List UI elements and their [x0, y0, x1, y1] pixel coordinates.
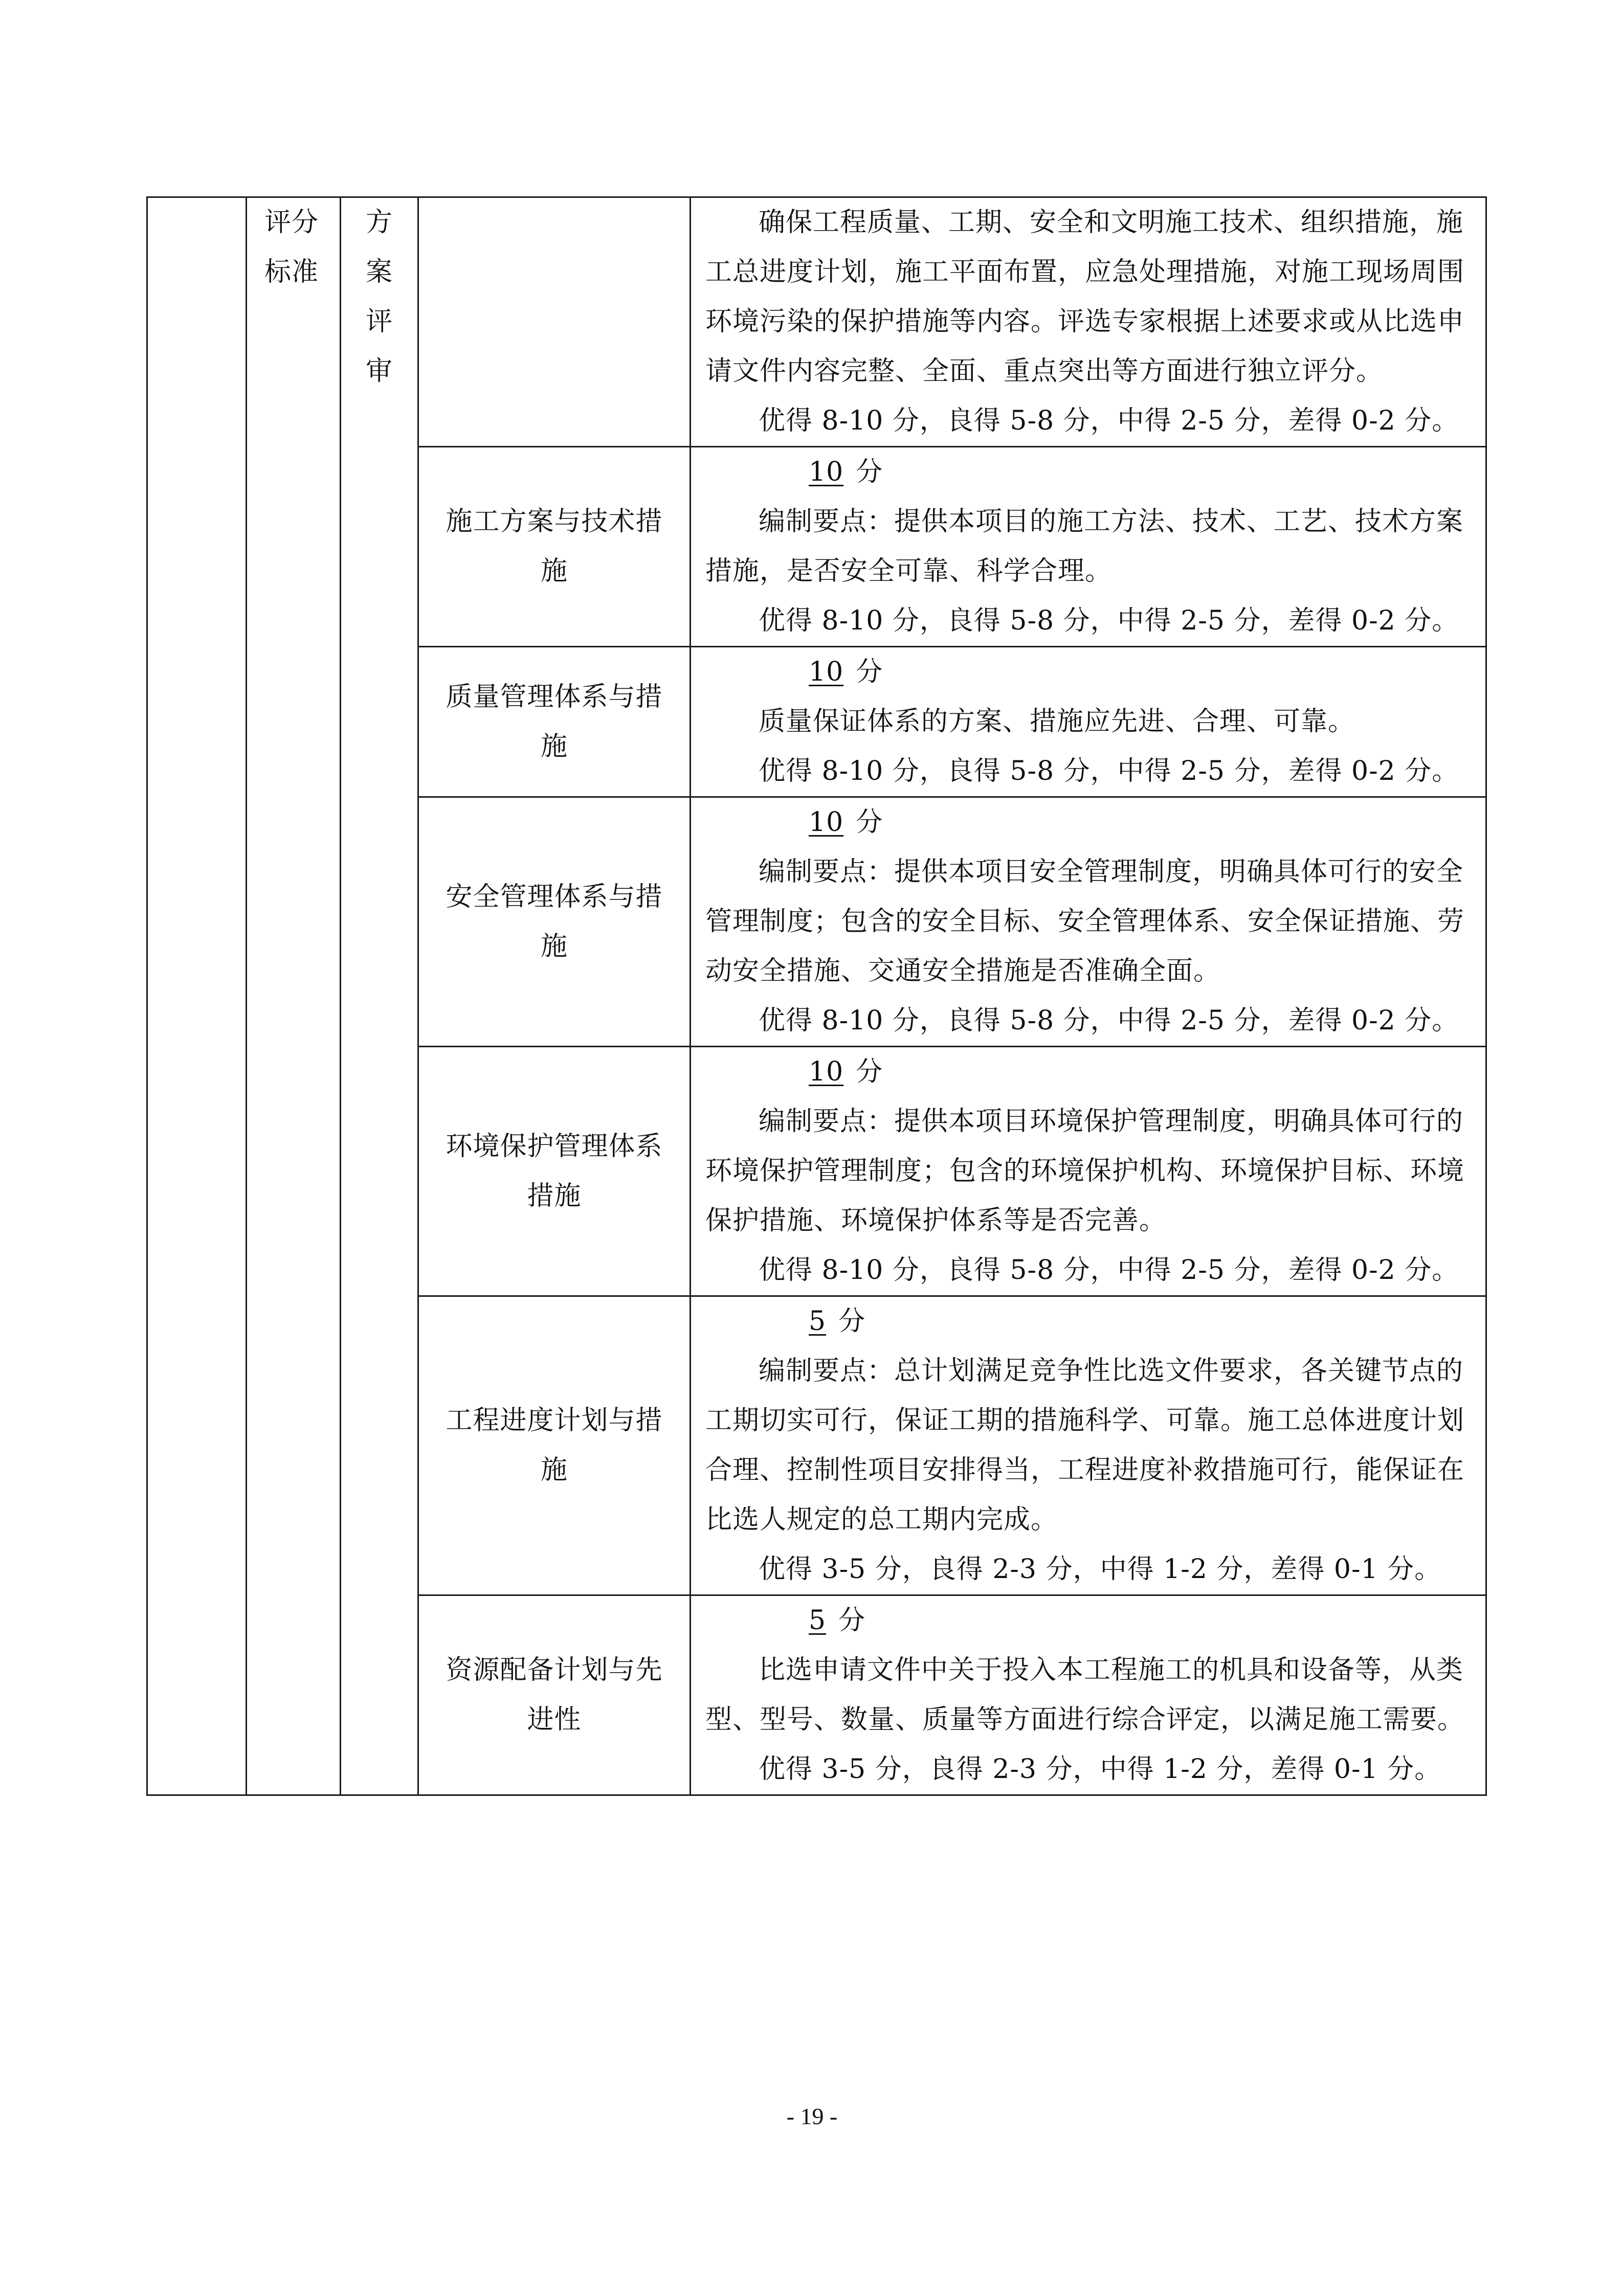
item-description: 编制要点：总计划满足竞争性比选文件要求，各关键节点的工期切实可行，保证工期的措施科学、可靠。施工总体进度计划合理、控制性项目安排得当，工程进度补救措施可行，能保证在比选人规定的总工期内完成。 [705, 1356, 1465, 1535]
item-score-grades: 优得 3-5 分，良得 2-3 分，中得 1-2 分，差得 0-1 分。 [759, 1754, 1442, 1785]
item-score-grades: 优得 8-10 分，良得 5-8 分，中得 2-5 分，差得 0-2 分。 [759, 406, 1459, 436]
item-description: 确保工程质量、工期、安全和文明施工技术、组织措施，施工总进度计划，施工平面布置，应急处理措施，对施工现场周围环境污染的保护措施等内容。评选专家根据上述要求或从比选申请文件内容完整、全面、重点突出等方面进行独立评分。 [705, 207, 1465, 387]
item-name-cell: 安全管理体系与措施 [418, 797, 691, 1047]
item-name-cell: 施工方案与技术措施 [418, 447, 691, 647]
item-score-grades: 优得 8-10 分，良得 5-8 分，中得 2-5 分，差得 0-2 分。 [759, 1255, 1459, 1286]
item-name-cell: 工程进度计划与措施 [418, 1296, 691, 1595]
item-points: 10 [809, 807, 844, 838]
points-unit: 分 [838, 1605, 866, 1636]
item-description: 编制要点：提供本项目安全管理制度，明确具体可行的安全管理制度；包含的安全目标、安全管理体系、安全保证措施、劳动安全措施、交通安全措施是否准确全面。 [705, 857, 1465, 986]
item-content-cell [691, 1595, 1486, 1795]
item-points-line [705, 1596, 1473, 1646]
item-content-cell [691, 1296, 1486, 1595]
item-score-grades: 优得 8-10 分，良得 5-8 分，中得 2-5 分，差得 0-2 分。 [759, 1005, 1459, 1036]
item-name-cell: 环境保护管理体系措施 [418, 1047, 691, 1296]
item-points: 10 [809, 1056, 844, 1087]
item-points-line [705, 447, 1473, 497]
item-content-cell [691, 797, 1486, 1047]
points-unit: 分 [856, 807, 883, 838]
item-description: 编制要点：提供本项目环境保护管理制度，明确具体可行的环境保护管理制度；包含的环境保护机构、环境保护目标、环境保护措施、环境保护体系等是否完善。 [705, 1106, 1465, 1236]
scoring-table [146, 196, 1487, 1796]
item-name-cell: 质量管理体系与措施 [418, 647, 691, 797]
item-content-cell [691, 1047, 1486, 1296]
item-score-grades: 优得 8-10 分，良得 5-8 分，中得 2-5 分，差得 0-2 分。 [759, 605, 1459, 636]
item-points-line [705, 647, 1473, 697]
item-points-line [705, 1297, 1473, 1346]
item-description: 比选申请文件中关于投入本工程施工的机具和设备等，从类型、型号、数量、质量等方面进行综合评定，以满足施工需要。 [705, 1655, 1465, 1735]
page-number: - 19 - [786, 2103, 838, 2129]
item-score-grades: 优得 3-5 分，良得 2-3 分，中得 1-2 分，差得 0-1 分。 [759, 1554, 1442, 1585]
blank-first-column-cell [147, 197, 247, 1795]
table-row [147, 197, 1486, 447]
scoring-standard-label: 评分标准 [247, 197, 341, 1795]
points-unit: 分 [838, 1306, 866, 1337]
item-score-grades: 优得 8-10 分，良得 5-8 分，中得 2-5 分，差得 0-2 分。 [759, 756, 1459, 786]
item-description: 质量保证体系的方案、措施应先进、合理、可靠。 [759, 706, 1355, 737]
points-unit: 分 [856, 1056, 883, 1087]
item-name-cell: 资源配备计划与先进性 [418, 1595, 691, 1795]
points-unit: 分 [856, 457, 883, 487]
item-content-cell [691, 647, 1486, 797]
item-points: 10 [809, 457, 844, 487]
item-content-cell [691, 447, 1486, 647]
plan-review-label: 方案评审 [341, 197, 418, 1795]
item-points: 5 [809, 1306, 827, 1337]
item-name-cell [418, 197, 691, 447]
item-points-line [705, 798, 1473, 847]
points-unit: 分 [856, 657, 883, 687]
item-content-cell [691, 197, 1486, 447]
item-points: 10 [809, 657, 844, 687]
item-description: 编制要点：提供本项目的施工方法、技术、工艺、技术方案措施，是否安全可靠、科学合理。 [705, 506, 1464, 587]
item-points: 5 [809, 1605, 827, 1636]
item-points-line [705, 1047, 1473, 1097]
